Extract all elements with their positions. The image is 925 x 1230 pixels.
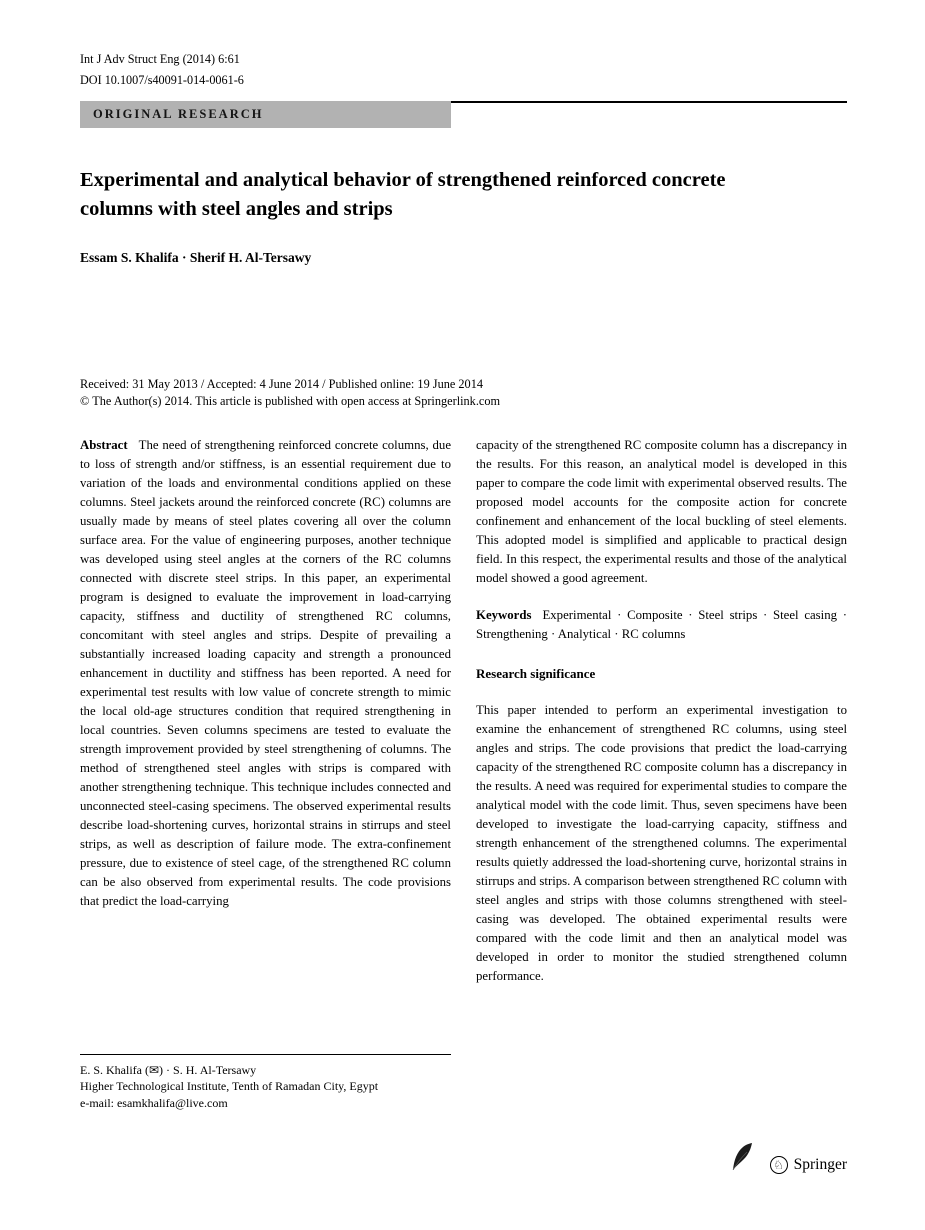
article-title: Experimental and analytical behavior of strengthened reinforced concrete columns with steel angles and strips	[80, 169, 726, 221]
abstract-paragraph	[80, 436, 451, 911]
category-banner	[80, 101, 847, 128]
dates-line: Received: 31 May 2013 / Accepted: 4 June 2014 / Published online: 19 June 2014	[80, 377, 484, 392]
abstract-text-col1: The need of strengthening reinforced concrete columns, due to loss of strength and/or stiffness, is an essential requirement due to variation of the loads and environmental conditions applied on these columns. Steel jackets around the reinforced concrete (RC) columns are usually made by means of steel plates covering all over the column surface area. For the value of engineering purposes, another technique was developed using steel angles at the corners of the RC columns connected with discrete steel strips. In this paper, an experimental program is designed to evaluate the improvement in load-carrying capacity, stiffness and ductility of strengthened RC columns, concomitant with steel angles and strips. Despite of prevailing a substantially increased loading capacity and strength a pronounced enhancement in ductility and stiffness has been reported. A need for experimental test results with low value of concrete strength to mimic the local old-age structures condition that required strengthening in local countries. Seven columns specimens are tested to evaluate the strength improvement provided by steel strengthening of columns. The method of strengthened steel angles with strips is compared with another strengthening technique. This technique includes connected and unconnected steel-casing specimens. The observed experimental results describe load-shortening curves, horizontal strains in stirrups and steel strips, as well as description of failure mode. The extra-confinement pressure, due to existence of steel cage, of the strengthened RC column can be also observed from experimental results. The code provisions that predict the load-carrying	[80, 438, 451, 909]
article-meta	[80, 376, 847, 410]
section-heading-research-significance: Research significance	[476, 666, 596, 682]
header-rule	[451, 101, 847, 103]
correspondence-line: E. S. Khalifa (✉) · S. H. Al-Tersawy	[80, 1062, 257, 1077]
keywords-text: Experimental · Composite · Steel strips · Steel casing · Strengthening · Analytical · RC columns	[476, 608, 847, 642]
publisher-name: Springer	[793, 1156, 847, 1173]
journal-citation: Int J Adv Struct Eng (2014) 6:61	[80, 52, 240, 66]
doi: DOI 10.1007/s40091-014-0061-6	[80, 73, 244, 87]
feather-icon	[731, 1143, 753, 1170]
email-line: e-mail: esamkhalifa@live.com	[80, 1095, 228, 1110]
copyright-line: © The Author(s) 2014. This article is published with open access at Springerlink.com	[80, 394, 501, 409]
research-significance-body: This paper intended to perform an experimental investigation to examine the enhancement of strengthened RC columns, using steel angles and strips. The code provisions that predict the load-carrying capacity of the strengthened RC composite column has a discrepancy in the results. A need was required for experimental studies to compare the analytical model with the code limit. Thus, seven specimens have been developed to investigate the load-carrying capacity, stiffness and strength enhancement of the strengthened columns. The experimental results quietly addressed the load-shortening curve, horizontal strains in stirrups and strips. A comparison between strengthened RC column with steel angles and strips with those columns strengthened with steel-casing was developed. The obtained experimental results were compared with the code limit and then an analytical model was developed in order to monitor the studied strengthened column performance.	[476, 703, 847, 984]
springer-knight-icon: ♘	[770, 1156, 788, 1174]
springer-logo	[770, 1156, 847, 1174]
right-column	[476, 436, 847, 1111]
page-header	[80, 52, 847, 128]
keywords-label: Keywords	[476, 608, 532, 623]
left-column	[80, 436, 451, 1111]
author-footnote	[80, 1054, 451, 1112]
author-line: Essam S. Khalifa · Sherif H. Al-Tersawy	[80, 250, 312, 266]
article-category: ORIGINAL RESEARCH	[80, 101, 451, 128]
publisher-footer	[731, 1143, 847, 1174]
abstract-label: Abstract	[80, 438, 128, 453]
two-column-body	[80, 436, 847, 1111]
keywords-paragraph	[476, 606, 847, 644]
affiliation-line: Higher Technological Institute, Tenth of Ramadan City, Egypt	[80, 1079, 379, 1094]
abstract-continuation: capacity of the strengthened RC composite column has a discrepancy in the results. For this reason, an analytical model is developed in this paper to compare the code limit with experimental observed results. The proposed model accounts for the composite action for concrete confinement and enhancement of the local buckling of steel elements. This adopted model is simplified and applicable to practical design field. In this respect, the experimental results and those of the analytical model showed a good agreement.	[476, 438, 847, 586]
